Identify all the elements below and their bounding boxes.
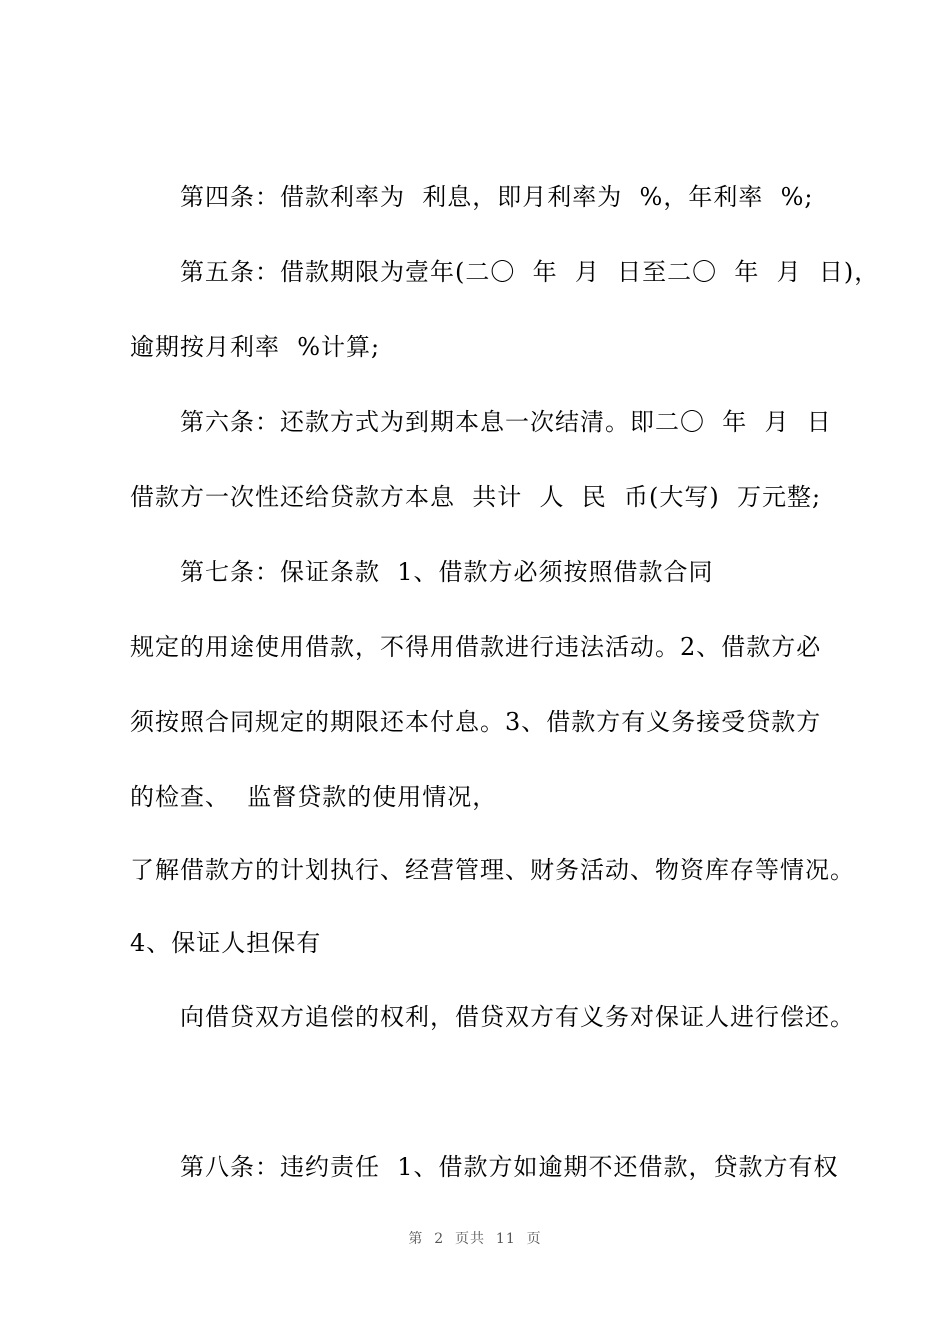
paragraph-line-article-5-cont: 逾期按月利率 %计算;	[130, 333, 381, 361]
paragraph-line-article-6: 第六条：还款方式为到期本息一次结清。即二〇 年 月 日	[180, 408, 832, 436]
paragraph-line-article-8: 第八条：违约责任 1、借款方如逾期不还借款，贷款方有权	[180, 1153, 839, 1181]
paragraph-line-article-7-cont-2: 须按照合同规定的期限还本付息。3、借款方有义务接受贷款方	[130, 708, 822, 736]
paragraph-line-article-5: 第五条：借款期限为壹年(二〇 年 月 日至二〇 年 月 日)，	[180, 258, 880, 286]
page-number-footer: 第 2 页共 11 页	[408, 1231, 542, 1247]
paragraph-line-article-7: 第七条：保证条款 1、借款方必须按照借款合同	[180, 558, 714, 586]
paragraph-line-article-7-cont-4: 了解借款方的计划执行、经营管理、财务活动、物资库存等情况。	[130, 856, 855, 884]
paragraph-line-article-7-cont-5: 4、保证人担保有	[130, 929, 322, 957]
paragraph-line-article-7-cont-6: 向借贷双方追偿的权利，借贷双方有义务对保证人进行偿还。	[180, 1003, 855, 1031]
paragraph-line-article-4: 第四条：借款利率为 利息，即月利率为 %，年利率 %;	[180, 183, 814, 211]
paragraph-line-article-7-cont-3: 的检查、 监督贷款的使用情况，	[130, 783, 498, 811]
paragraph-line-article-7-cont-1: 规定的用途使用借款，不得用借款进行违法活动。2、借款方必	[130, 633, 822, 661]
paragraph-line-article-6-cont: 借款方一次性还给贷款方本息 共计 人 民 币(大写) 万元整;	[130, 483, 822, 511]
